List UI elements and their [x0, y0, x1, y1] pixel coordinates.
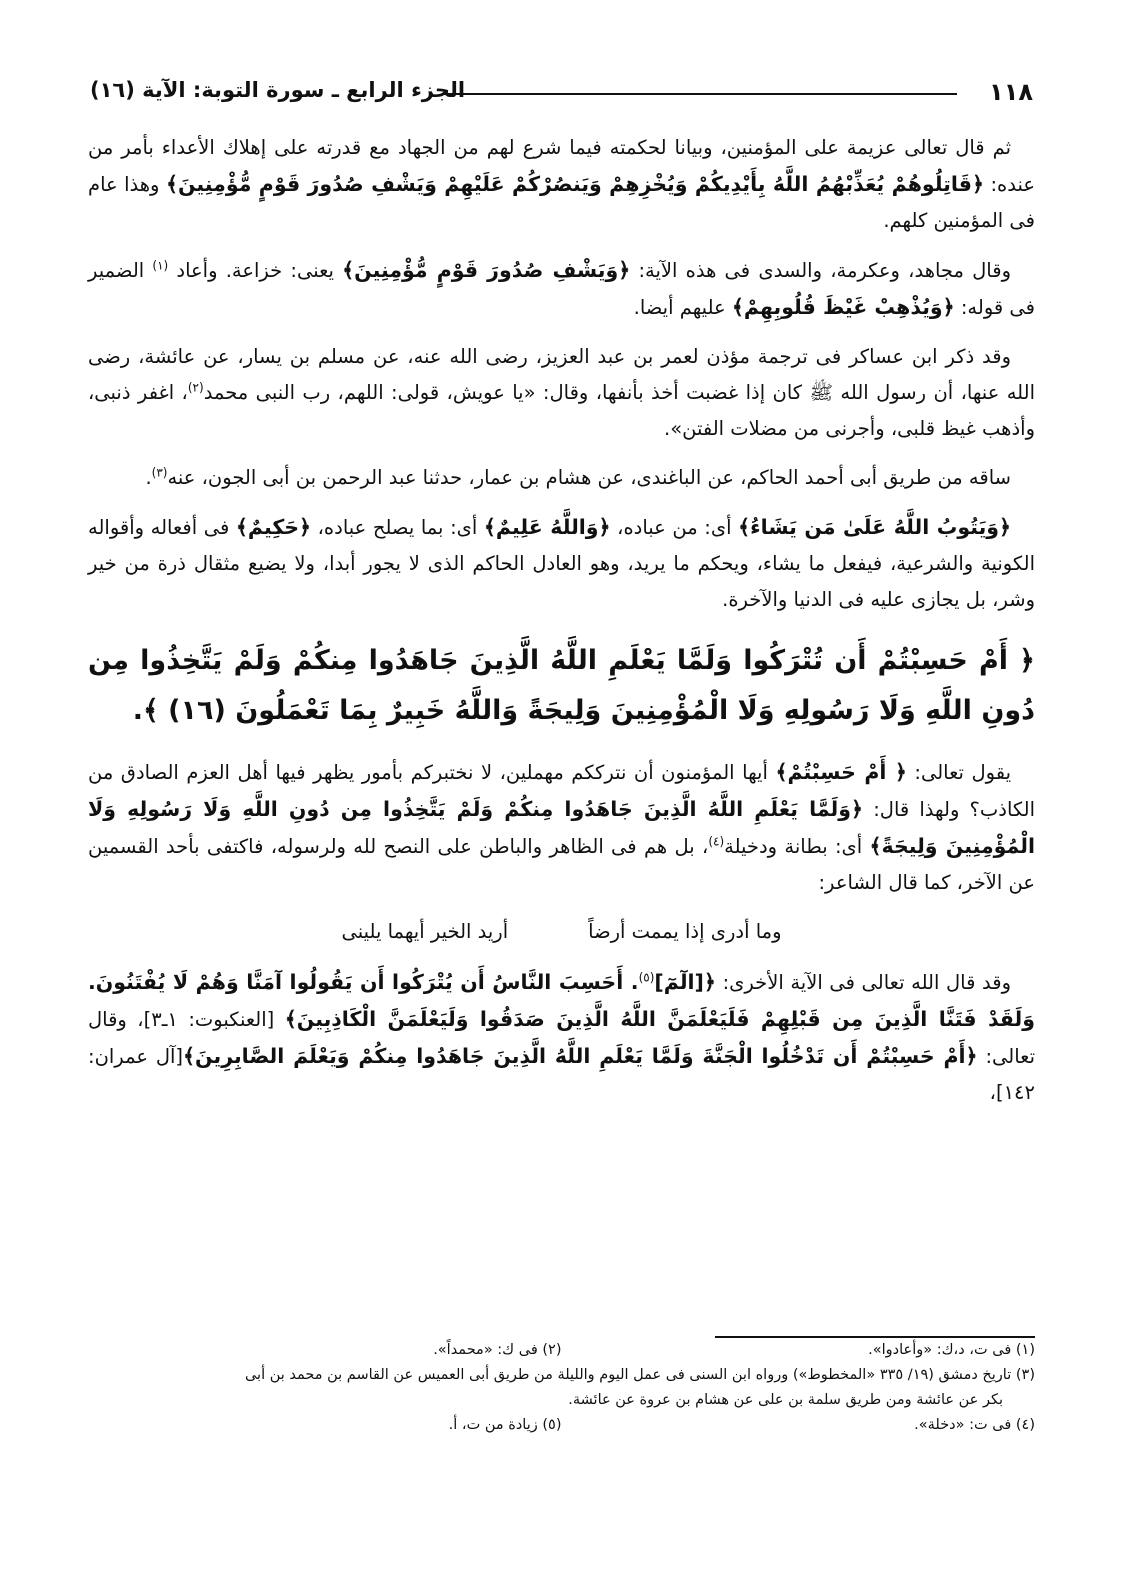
- text-segment: .: [145, 466, 152, 489]
- text-segment: أى: بطانة ودخيلة: [724, 835, 863, 858]
- text-segment: أى: بما يصلح عباده،: [317, 516, 478, 539]
- quran-quote: ﴿أَمْ حَسِبْتُمْ أَن تَدْخُلُوا الْجَنَّةَ وَلَمَّا يَعْلَمِ اللَّهُ الَّذِينَ جَاهَدُوا مِنكُمْ وَيَعْلَمَ الصَّابِرِينَ﴾: [183, 1044, 978, 1068]
- footnote-ref: (٣): [151, 465, 168, 480]
- text-segment: [العنكبوت: ١ـ٣]، وقال تعالى:: [88, 1008, 1035, 1068]
- paragraph-4: [88, 460, 1035, 496]
- footnotes: [88, 1338, 1035, 1438]
- quran-quote: ﴿وَيَتُوبُ اللَّهُ عَلَىٰ مَن يَشَاءُ﴾: [738, 515, 1012, 539]
- footnote-ref: (٢): [187, 380, 204, 395]
- text-segment: وقد قال الله تعالى فى الآية الأخرى:: [722, 971, 1011, 994]
- poem-hemistich: وما أدرى إذا يممت أرضاً: [588, 920, 782, 943]
- footnote-3-continued: بكر عن عائشة ومن طريق سلمة بن على عن هشام بن عروة عن عائشة.: [568, 1392, 1003, 1408]
- footnote-ref: (٥): [638, 970, 655, 985]
- paragraph-6: [88, 754, 1035, 901]
- text-segment: [آل عمران: ١٤٢]،: [88, 1045, 1035, 1104]
- quran-quote: ﴿وَلَمَّا يَعْلَمِ اللَّهُ الَّذِينَ جَاهَدُوا مِنكُمْ وَلَمْ يَتَّخِذُوا مِن دُونِ اللَّهِ وَلَا رَسُولِهِ وَلَا الْمُؤْمِنِينَ وَلِيجَةً﴾: [88, 797, 1035, 858]
- page-header: [90, 74, 1033, 114]
- paragraph-3: [88, 339, 1035, 447]
- text-segment: وهذا عام فى المؤمنين كلهم.: [88, 173, 1035, 232]
- footnote-3: (٣) تاريخ دمشق (١٩/ ٣٣٥ «المخطوط») ورواه ابن السنى فى عمل اليوم والليلة من طريق أبى العميس عن القاسم بن محمد بن أبى: [244, 1367, 1035, 1383]
- footnote-row: [88, 1413, 1035, 1438]
- text-segment: ، اغفر ذنبى، وأذهب غيظ قلبى، وأجرنى من مضلات الفتن».: [88, 381, 1035, 440]
- page-number: ١١٨: [989, 78, 1033, 106]
- text-segment: وقد ذكر ابن عساكر فى ترجمة مؤذن لعمر بن عبد العزيز، رضى الله عنه، عن مسلم بن يسار، عن عائشة، رضى الله عنها، أن رسول الله ﷺ كان إذا غضبت أخذ بأنفها، وقال: «يا عويش، قولى: اللهم، رب النبى محمد: [88, 345, 1035, 404]
- footnote-row: [88, 1338, 1035, 1363]
- text-segment: يقول تعالى:: [914, 761, 1012, 784]
- verse-heading: ﴿ أَمْ حَسِبْتُمْ أَن تُتْرَكُوا وَلَمَّا يَعْلَمِ اللَّهُ الَّذِينَ جَاهَدُوا مِنكُمْ وَلَمْ يَتَّخِذُوا مِن دُونِ اللَّهِ وَلَا رَسُولِهِ وَلَا الْمُؤْمِنِينَ وَلِيجَةً وَاللَّهُ خَبِيرٌ بِمَا تَعْمَلُونَ (١٦) ﴾.: [88, 645, 1035, 726]
- text-segment: ثم قال تعالى عزيمة على المؤمنين، وبيانا لحكمته فيما شرع لهم من الجهاد مع قدرته على إهلاك الأعداء بأمر من عنده:: [88, 136, 1036, 196]
- text-segment: أى: من عباده،: [617, 516, 732, 539]
- text-segment: أيها المؤمنون أن نترككم مهملين، لا نختبركم بأمور يظهر فيها أهل العزم الصادق من الكاذب؟ ولهذا قال:: [88, 761, 1036, 821]
- quran-quote: ﴿ أَمْ حَسِبْتُمْ﴾: [775, 760, 907, 784]
- text-segment: يعنى: خزاعة. وأعاد: [176, 259, 334, 282]
- poem-verse: [88, 914, 1035, 950]
- main-text: [88, 130, 1035, 1124]
- quran-quote: ﴿وَاللَّهُ عَلِيمٌ﴾: [483, 515, 611, 539]
- quran-quote: ﴿قَاتِلُوهُمْ يُعَذِّبْهُمُ اللَّهُ بِأَيْدِيكُمْ وَيُخْزِهِمْ وَيَنصُرْكُمْ عَلَيْهِمْ وَيَشْفِ صُدُورَ قَوْمٍ مُّؤْمِنِينَ﴾: [165, 172, 984, 196]
- text-segment: فى أفعاله وأقواله الكونية والشرعية، فيفعل ما يشاء، ويحكم ما يريد، وهو العادل الحاكم الذى لا يجور أبدا، ولا يضيع مثقال ذرة من خير وشر، بل يجازى عليه فى الدنيا والآخرة.: [88, 516, 1035, 611]
- footnote-1: (١) فى ت، د،ك: «وأعادوا».: [868, 1342, 1035, 1358]
- footnote-ref: (١): [152, 258, 169, 273]
- footnote-5: (٥) زيادة من ت، أ.: [448, 1417, 562, 1433]
- quran-quote: . أَحَسِبَ النَّاسُ أَن يُتْرَكُوا أَن يَقُولُوا آمَنَّا وَهُمْ لَا يُفْتَنُونَ. وَلَقَدْ فَتَنَّا الَّذِينَ مِن قَبْلِهِمْ فَلَيَعْلَمَنَّ اللَّهُ الَّذِينَ صَدَقُوا وَلَيَعْلَمَنَّ الْكَاذِبِينَ﴾: [88, 970, 1036, 1031]
- quran-quote: ﴿وَيَشْفِ صُدُورَ قَوْمٍ مُّؤْمِنِينَ﴾: [342, 258, 631, 282]
- quran-quote: ﴿وَيُذْهِبْ غَيْظَ قُلُوبِهِمْ﴾: [731, 295, 955, 319]
- quran-quote: ﴿[الٓمٓ]: [654, 970, 716, 994]
- text-segment: عليهم أيضا.: [633, 296, 726, 319]
- text-segment: الضمير فى قوله:: [88, 259, 1035, 319]
- paragraph-2: [88, 252, 1035, 326]
- text-segment: ، بل هم فى الظاهر والباطن على النصح لله ولرسوله، فاكتفى بأحد القسمين عن الآخر، كما قال الشاعر:: [88, 835, 1035, 894]
- poem-hemistich: أريد الخير أيهما يلينى: [341, 920, 509, 943]
- footnote-2: (٢) فى ك: «محمداً».: [433, 1342, 562, 1358]
- paragraph-7: [88, 964, 1035, 1111]
- header-rule: [442, 93, 957, 95]
- paragraph-1: [88, 130, 1035, 239]
- text-segment: وقال مجاهد، وعكرمة، والسدى فى هذه الآية:: [638, 259, 1011, 282]
- paragraph-5: [88, 509, 1035, 618]
- quran-quote: ﴿حَكِيمٌ﴾: [235, 515, 312, 539]
- footnote-ref: (٤): [708, 834, 725, 849]
- text-segment: ساقه من طريق أبى أحمد الحاكم، عن الباغندى، عن هشام بن عمار، حدثنا عبد الرحمن بن أبى الجون، عنه: [167, 466, 1011, 489]
- footnote-4: (٤) فى ت: «دخلة».: [914, 1417, 1035, 1433]
- running-title: الجزء الرابع ـ سورة التوبة: الآية (١٦): [90, 78, 466, 102]
